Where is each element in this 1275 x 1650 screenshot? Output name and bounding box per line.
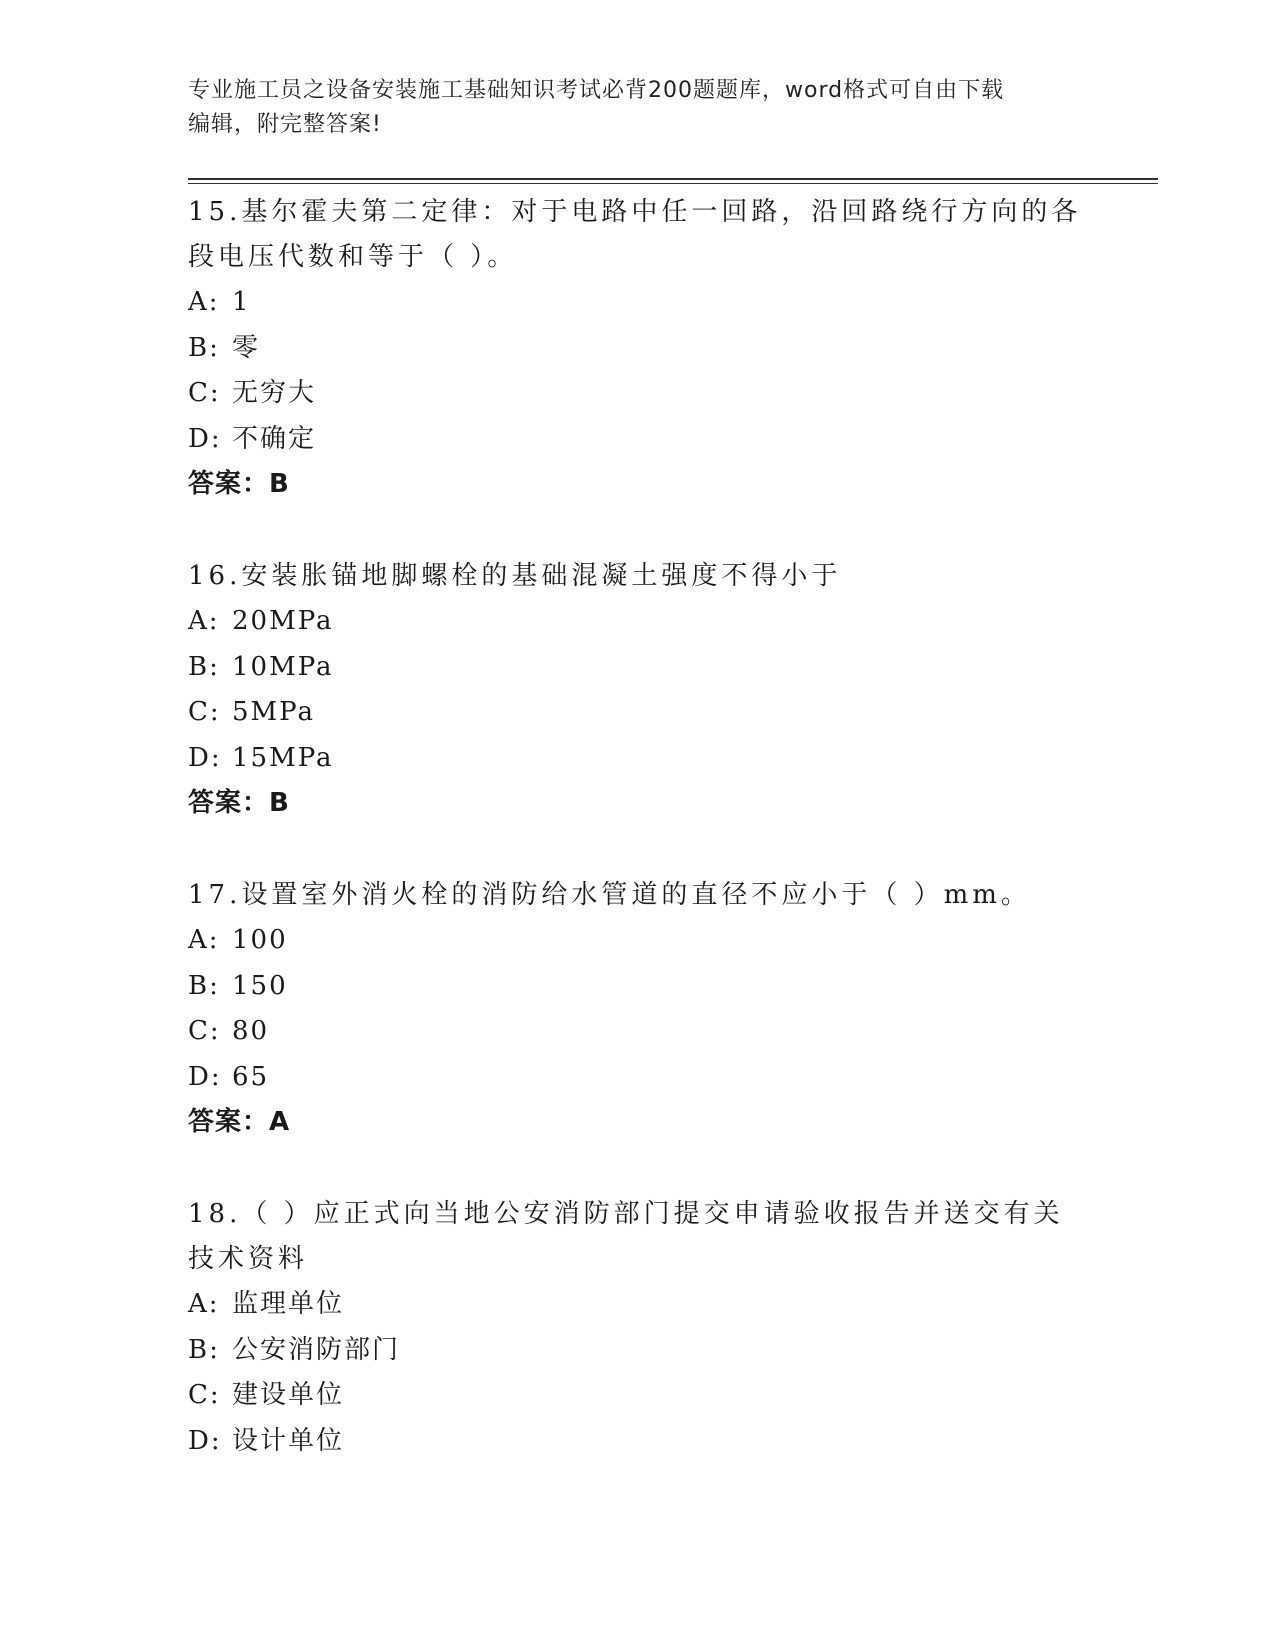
- option-letter: B:: [188, 332, 220, 363]
- option-text: 零: [232, 332, 261, 363]
- option-letter: D:: [188, 1061, 222, 1092]
- option-letter: D:: [188, 742, 222, 773]
- answer-label: 答案：B: [188, 788, 290, 818]
- question-list: [188, 190, 1088, 1511]
- option-text: 设计单位: [232, 1425, 345, 1456]
- option-text: 150: [232, 970, 288, 1001]
- option-b: [188, 326, 1088, 372]
- answer-label: 答案：A: [188, 1107, 291, 1137]
- header-divider-thick: [188, 178, 1158, 180]
- question-stem: 18.（ ）应正式向当地公安消防部门提交申请验收报告并送交有关技术资料: [188, 1199, 1064, 1274]
- option-letter: A:: [188, 287, 220, 317]
- option-letter: C:: [188, 1016, 221, 1046]
- option-letter: C:: [188, 1380, 221, 1410]
- question-stem: 16.安装胀锚地脚螺栓的基础混凝土强度不得小于: [188, 561, 842, 591]
- option-letter: D:: [188, 423, 222, 454]
- document-header: [188, 74, 1068, 142]
- option-c: [188, 1009, 1088, 1055]
- option-letter: A:: [188, 925, 220, 955]
- question-17: [188, 873, 1088, 1145]
- option-letter: C:: [188, 378, 221, 408]
- option-d: [188, 417, 1088, 463]
- question-stem: 17.设置室外消火栓的消防给水管道的直径不应小于（ ）mm。: [188, 880, 1031, 910]
- option-text: 建设单位: [232, 1380, 345, 1410]
- option-text: 无穷大: [232, 378, 317, 408]
- question-stem: 15.基尔霍夫第二定律：对于电路中任一回路，沿回路绕行方向的各段电压代数和等于（ ）。: [188, 197, 1082, 272]
- option-c: [188, 1373, 1088, 1419]
- option-text: 65: [232, 1061, 270, 1092]
- header-divider-thin: [188, 183, 1158, 184]
- option-text: 公安消防部门: [232, 1334, 401, 1365]
- option-letter: B:: [188, 970, 220, 1001]
- option-letter: C:: [188, 697, 221, 727]
- option-text: 100: [232, 925, 288, 955]
- question-16: [188, 554, 1088, 826]
- answer-label: 答案：B: [188, 469, 290, 499]
- option-b: [188, 1328, 1088, 1374]
- option-letter: D:: [188, 1425, 222, 1456]
- option-a: [188, 599, 1088, 645]
- option-a: [188, 280, 1088, 326]
- option-b: [188, 964, 1088, 1010]
- option-letter: A:: [188, 606, 220, 636]
- option-text: 80: [232, 1016, 270, 1046]
- option-text: 15MPa: [232, 742, 334, 773]
- option-a: [188, 918, 1088, 964]
- option-d: [188, 736, 1088, 782]
- question-18: [188, 1192, 1088, 1464]
- option-d: [188, 1419, 1088, 1465]
- option-b: [188, 645, 1088, 691]
- option-text: 5MPa: [232, 697, 315, 727]
- option-text: 1: [232, 287, 251, 317]
- header-line-2: 编辑，附完整答案!: [188, 112, 382, 137]
- option-letter: A:: [188, 1289, 220, 1319]
- option-text: 10MPa: [232, 651, 334, 682]
- option-d: [188, 1055, 1088, 1101]
- option-letter: B:: [188, 651, 220, 682]
- option-text: 20MPa: [232, 606, 334, 636]
- header-line-1: 专业施工员之设备安装施工基础知识考试必背200题题库，word格式可自由下载: [188, 78, 1005, 103]
- option-a: [188, 1282, 1088, 1328]
- option-letter: B:: [188, 1334, 220, 1365]
- question-15: [188, 190, 1088, 507]
- option-c: [188, 371, 1088, 417]
- option-text: 监理单位: [232, 1289, 345, 1319]
- option-c: [188, 690, 1088, 736]
- option-text: 不确定: [232, 423, 317, 454]
